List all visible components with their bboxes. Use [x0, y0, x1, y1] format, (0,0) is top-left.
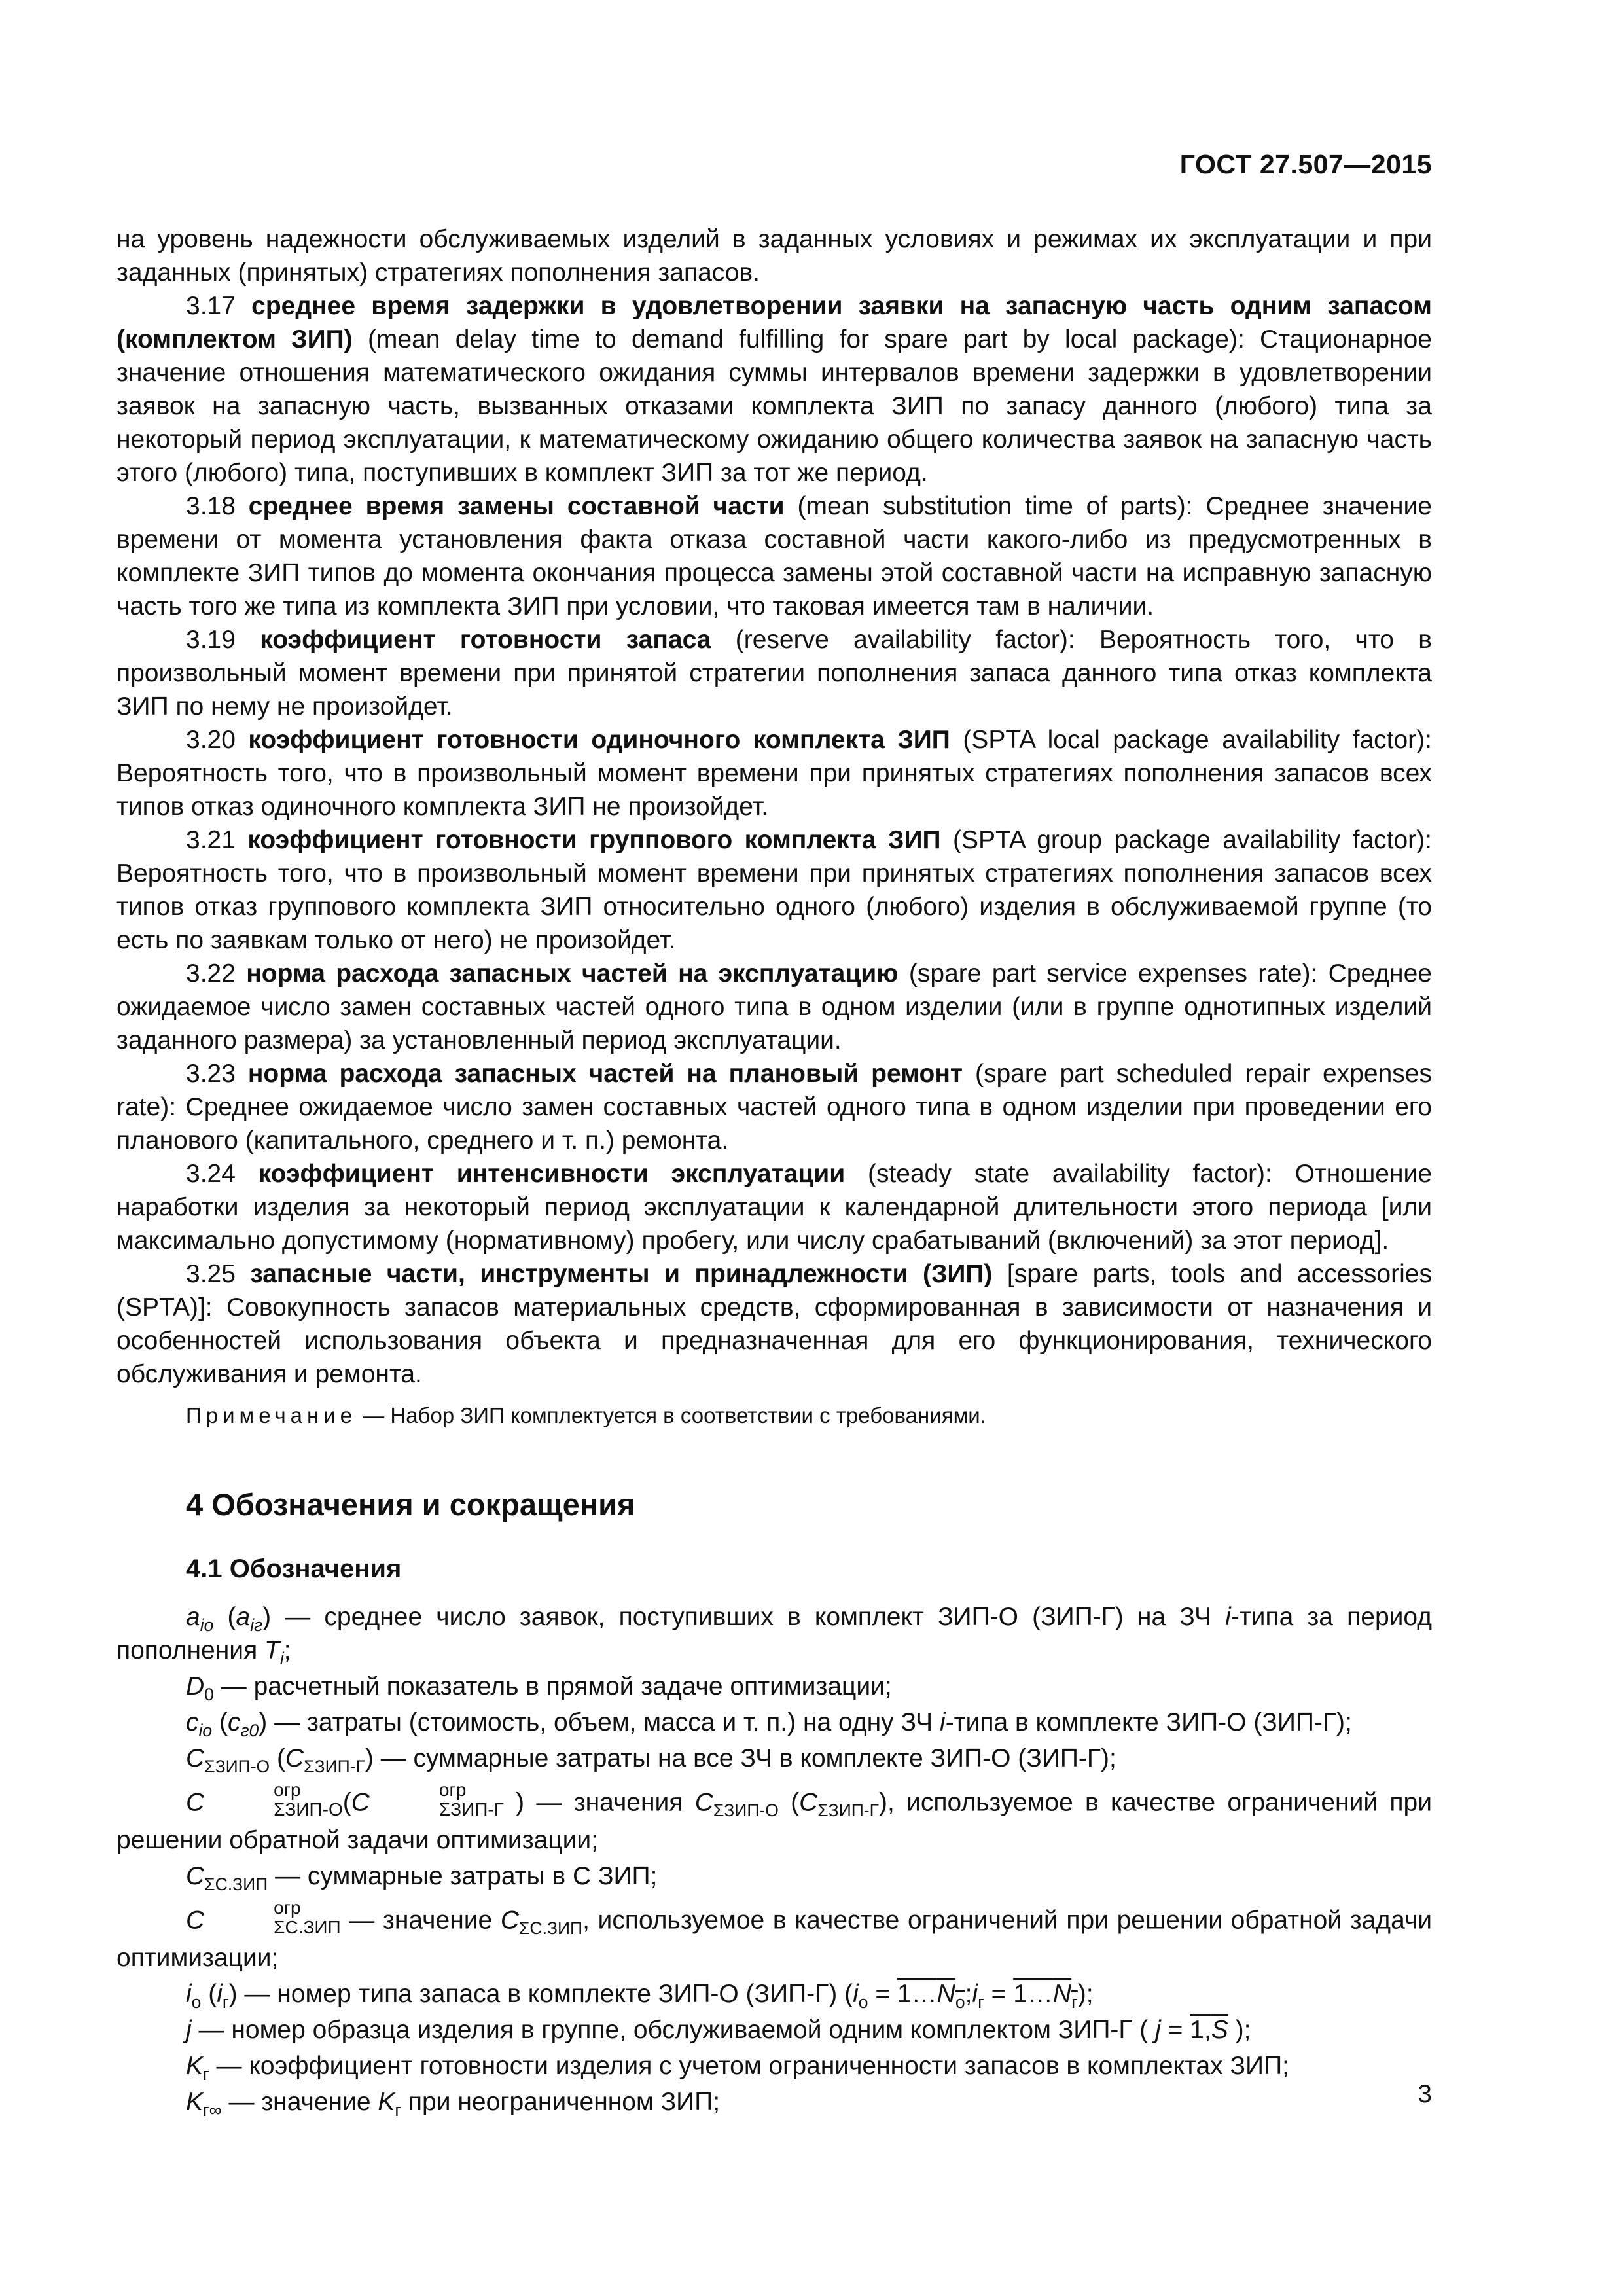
- symbol-d0: [116, 1670, 1432, 1703]
- sub-zipg: ΣЗИП-Г: [438, 1799, 504, 1820]
- term-name: среднее время замены составной части: [248, 492, 785, 520]
- symbol-c-sc-zip: [116, 1859, 1432, 1893]
- symbol-k-g-inf: [116, 2085, 1432, 2119]
- var-i: i: [853, 1980, 859, 2008]
- equals: =: [868, 1980, 897, 2008]
- range-overline: [1013, 1980, 1078, 2012]
- term-definition: [spare parts, tools and accessories (SPTA)]: Совокупность запасов материальных средств, сформированная в зависимости от назначения и особенностей использования объекта и предназначенная для его функционирования, технического обслуживания и ремонта.: [116, 1260, 1432, 1388]
- var-c-cap: C: [186, 1862, 205, 1890]
- var-c-cap: C: [500, 1906, 520, 1935]
- paren: (: [201, 1980, 217, 2008]
- symbol-description-tail: при неограниченном ЗИП;: [408, 2088, 721, 2116]
- sup-sub-stack: [204, 1898, 340, 1937]
- var-t: T: [264, 1636, 280, 1664]
- var-c-cap: C: [694, 1788, 713, 1817]
- term-definition: (spare part service expenses rate): Среднее ожидаемое число замен составных частей одного типа в одном изделии (или в группе однотипных изделий заданного размера) за установленный период эксплуатации.: [116, 960, 1432, 1054]
- var-c-cap: C: [186, 1744, 205, 1772]
- sub-g: г: [203, 2064, 209, 2084]
- sub-io: io: [198, 1720, 213, 1740]
- var-c: c: [186, 1708, 199, 1736]
- term-number: 3.18: [186, 492, 236, 520]
- sub-io: io: [200, 1615, 214, 1635]
- var-k: K: [186, 2088, 204, 2116]
- section-title: 4 Обозначения и сокращения: [186, 1487, 635, 1522]
- paren: (: [270, 1744, 285, 1772]
- var-a: a: [236, 1603, 251, 1631]
- term-3-25: [116, 1257, 1432, 1391]
- sup-sub-stack: [370, 1780, 504, 1820]
- symbol-description-tail: -типа в комплекте ЗИП-О (ЗИП-Г);: [945, 1708, 1352, 1736]
- paren: (: [342, 1788, 351, 1817]
- sub-o: о: [858, 1992, 868, 2012]
- term-definition: (SPTA group package availability factor): Вероятность того, что в произвольный момент времени при принятых стратегиях пополнения запасов всех типов отказ группового комплекта ЗИП относительно одного (любого) изделия в обслуживаемой группе (то есть по заявкам только от него) не произойдет.: [116, 826, 1432, 954]
- var-c-cap: C: [799, 1788, 818, 1817]
- symbol-j: [116, 2013, 1432, 2047]
- var-a: a: [186, 1603, 200, 1631]
- symbol-c-io: [116, 1706, 1432, 1739]
- equals: =: [984, 1980, 1014, 2008]
- var-i: i: [1225, 1603, 1231, 1631]
- page-content: [116, 223, 1432, 2121]
- term-definition: (spare part scheduled repair expenses rate): Среднее ожидаемое число замен составных частей одного типа в одном изделии при проведении его планового (капитального, среднего и т. п.) ремонта.: [116, 1060, 1432, 1155]
- page-number: 3: [1418, 2080, 1432, 2108]
- punct: );: [1235, 2016, 1251, 2044]
- term-name: норма расхода запасных частей на плановый ремонт: [247, 1060, 963, 1088]
- var-c-cap: C: [186, 1906, 205, 1935]
- sub-czip: ΣС.ЗИП: [204, 1874, 268, 1894]
- sub-zipo: ΣЗИП-О: [274, 1799, 343, 1820]
- sub-czip: ΣС.ЗИП: [274, 1917, 341, 1937]
- term-number: 3.25: [186, 1260, 236, 1288]
- sub-zipg: ΣЗИП-Г: [304, 1756, 365, 1776]
- sup-sub-stack: [204, 1780, 343, 1820]
- symbol-description: ) — затраты (стоимость, объем, масса и т. п.) на одну ЗЧ: [259, 1708, 933, 1736]
- symbol-description: ) — номер типа запаса в комплекте ЗИП-О (ЗИП-Г) (: [228, 1980, 853, 2008]
- sub-o: о: [191, 1992, 202, 2012]
- symbol-description: ) — значения: [516, 1788, 683, 1817]
- term-3-20: [116, 723, 1432, 823]
- subsection-title: 4.1 Обозначения: [186, 1554, 402, 1583]
- equals: =: [1160, 2016, 1190, 2044]
- term-3-17: [116, 289, 1432, 490]
- term-number: 3.23: [186, 1060, 236, 1088]
- sub-g0: г0: [240, 1720, 259, 1740]
- paren: (: [212, 1708, 228, 1736]
- sub-o: о: [955, 1992, 965, 2012]
- var-c-cap: C: [285, 1744, 304, 1772]
- sub-zipo: ΣЗИП-О: [713, 1801, 779, 1821]
- var-k: K: [186, 2052, 204, 2080]
- intro-paragraph: на уровень надежности обслуживаемых изделий в заданных условиях и режимах их эксплуатации и при заданных (принятых) стратегиях пополнения запасов.: [116, 225, 1432, 287]
- term-name: коэффициент готовности группового комплекта ЗИП: [247, 826, 941, 854]
- punct: ;: [965, 1980, 972, 2008]
- range-start: 1…: [897, 1980, 937, 2008]
- sup-ogr: огр: [438, 1780, 467, 1800]
- term-name: запасные части, инструменты и принадлежности (ЗИП): [250, 1260, 993, 1288]
- term-definition: (SPTA local package availability factor): Вероятность того, что в произвольный момент времени при принятых стратегиях пополнения запасов всех типов отказ одиночного комплекта ЗИП не произойдет.: [116, 726, 1432, 821]
- term-definition: (mean delay time to demand fulfilling for spare part by local package): Стационарное значение отношения математического ожидания суммы интервалов времени задержки в удовлетворении заявок на запасную часть, вызванных отказами комплекта ЗИП по запасу данного (любого) типа за некоторый период эксплуатации, к математическому ожиданию общего количества заявок на запасную часть этого (любого) типа, поступивших в комплект ЗИП за тот же период.: [116, 325, 1432, 487]
- symbol-c-sum-zip: [116, 1742, 1432, 1775]
- term-number: 3.17: [186, 292, 236, 320]
- range-start: 1,: [1190, 2016, 1211, 2044]
- sub-czip: ΣС.ЗИП: [519, 1918, 583, 1939]
- sub-i: i: [279, 1648, 284, 1668]
- symbol-i-o: [116, 1977, 1432, 2011]
- symbol-description-tail: ), используемое в качестве ограничений при решении обратной задачи оптимизации;: [116, 1788, 1433, 1854]
- symbol-description: — расчетный показатель в прямой задаче оптимизации;: [221, 1672, 892, 1700]
- var-k: K: [378, 2088, 395, 2116]
- term-definition: (steady state availability factor): Отношение наработки изделия за некоторый период эксплуатации к календарной длительности этого периода [или максимально допустимому (нормативному) пробегу, или числу срабатываний (включений) за этот период].: [116, 1160, 1433, 1255]
- term-name: коэффициент готовности одиночного комплекта ЗИП: [248, 726, 950, 754]
- range-overline: [897, 1980, 965, 2012]
- symbol-description: ) — суммарные затраты на все ЗЧ в комплекте ЗИП-О (ЗИП-Г);: [365, 1744, 1116, 1772]
- sub-g: г: [395, 2100, 402, 2120]
- sup-ogr: огр: [274, 1897, 301, 1918]
- var-c-cap: C: [186, 1788, 205, 1817]
- term-number: 3.22: [186, 960, 236, 988]
- term-name: норма расхода запасных частей на эксплуатацию: [246, 960, 899, 988]
- term-name: среднее время задержки в удовлетворении заявки на запасную часть одним запасом (комплектом ЗИП): [116, 292, 1432, 353]
- var-c-cap: C: [351, 1788, 370, 1817]
- punct: );: [1077, 1980, 1094, 2008]
- note-paragraph: [116, 1401, 1432, 1430]
- symbol-c-sc-zip-ogr: [116, 1897, 1433, 1975]
- var-i: i: [940, 1708, 946, 1736]
- term-number: 3.21: [186, 826, 236, 854]
- var-c: c: [227, 1708, 241, 1736]
- range-overline: [1190, 2016, 1228, 2044]
- term-name: коэффициент готовности запаса: [260, 626, 711, 654]
- note-label: Примечание: [186, 1403, 357, 1427]
- sup-ogr: огр: [274, 1780, 301, 1800]
- symbol-k-g: [116, 2049, 1432, 2083]
- term-definition: (reserve availability factor): Вероятность того, что в произвольный момент времени при принятой стратегии пополнения запаса данного типа отказ комплекта ЗИП по нему не произойдет.: [116, 626, 1432, 721]
- sub-g: г: [222, 1992, 229, 2012]
- term-definition: (mean substitution time of parts): Среднее значение времени от момента установления факта отказа составной части какого-либо из предусмотренных в комплекте ЗИП типов до момента окончания процесса замены этой составной части на исправную запасную часть того же типа из комплекта ЗИП при условии, что таковая имеется там в наличии.: [116, 492, 1433, 620]
- symbol-description: — значение: [228, 2088, 371, 2116]
- term-3-19: [116, 623, 1432, 723]
- sub-g: г: [978, 1992, 984, 2012]
- var-i: i: [972, 1980, 978, 2008]
- paren: (: [778, 1788, 800, 1817]
- paren: (: [213, 1603, 236, 1631]
- term-3-23: [116, 1057, 1432, 1157]
- term-name: коэффициент интенсивности эксплуатации: [258, 1160, 846, 1188]
- punct: ;: [283, 1636, 291, 1664]
- symbols-list: [116, 1600, 1432, 2119]
- term-3-21: [116, 823, 1432, 957]
- symbol-description: ) — среднее число заявок, поступивших в комплект ЗИП-О (ЗИП-Г) на ЗЧ: [262, 1603, 1211, 1631]
- term-number: 3.19: [186, 626, 236, 654]
- symbol-description: — значение: [349, 1906, 493, 1935]
- sub-ir: iг: [250, 1615, 263, 1635]
- symbol-a-io: [116, 1600, 1432, 1667]
- var-s: S: [1211, 2016, 1228, 2044]
- symbol-description: — номер образца изделия в группе, обслуживаемой одним комплектом ЗИП-Г (: [198, 2016, 1149, 2044]
- term-number: 3.20: [186, 726, 236, 754]
- term-3-24: [116, 1157, 1432, 1257]
- note-text: — Набор ЗИП комплектуется в соответствии с требованиями.: [363, 1403, 986, 1427]
- var-n: N: [936, 1980, 955, 2008]
- range-start: 1…: [1013, 1980, 1053, 2008]
- var-j: j: [1155, 2016, 1161, 2044]
- var-j: j: [186, 2016, 192, 2044]
- sub-zero: 0: [204, 1684, 214, 1704]
- sub-ginf: г∞: [203, 2100, 222, 2120]
- sub-zipo: ΣЗИП-О: [204, 1756, 270, 1776]
- var-d: D: [186, 1672, 205, 1700]
- symbol-description-tail: , используемое в качестве ограничений при решении обратной задачи оптимизации;: [116, 1906, 1433, 1972]
- symbol-description: — суммарные затраты в С ЗИП;: [275, 1862, 658, 1890]
- term-number: 3.24: [186, 1160, 236, 1188]
- symbol-description-tail: -типа за период пополнения: [116, 1603, 1433, 1664]
- symbol-description: — коэффициент готовности изделия с учетом ограниченности запасов в комплектах ЗИП;: [216, 2052, 1289, 2080]
- sub-zipg: ΣЗИП-Г: [817, 1801, 879, 1821]
- symbol-c-ogr: [116, 1780, 1433, 1857]
- var-i: i: [217, 1980, 223, 2008]
- var-i: i: [186, 1980, 192, 2008]
- term-3-22: [116, 957, 1432, 1057]
- var-n: N: [1052, 1980, 1072, 2008]
- term-3-18: [116, 490, 1432, 623]
- sub-g: г: [1071, 1992, 1078, 2012]
- standard-header: ГОСТ 27.507—2015: [1179, 149, 1432, 179]
